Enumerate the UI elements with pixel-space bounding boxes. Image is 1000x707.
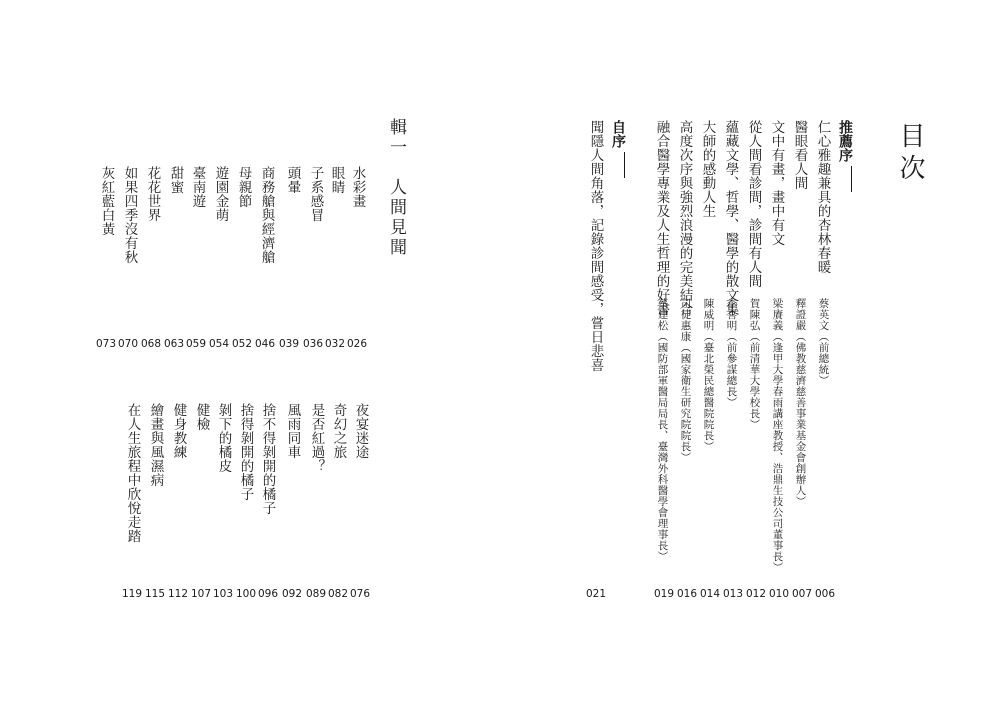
toc-item-title[interactable]: 灰紅藍白黃 — [98, 166, 115, 236]
toc-item-title[interactable]: 捨不得剝開的橘子 — [259, 403, 276, 515]
page-number: 096 — [257, 588, 279, 600]
page-number: 012 — [745, 588, 767, 600]
toc-item-title[interactable]: 水彩畫 — [349, 166, 366, 208]
preface-section-header — [838, 120, 852, 192]
page-number: 092 — [281, 588, 303, 600]
toc-item-title[interactable]: 繪畫與風濕病 — [147, 403, 164, 487]
page-number: 089 — [305, 588, 327, 600]
page-number: 014 — [699, 588, 721, 600]
page-number: 046 — [254, 338, 276, 350]
page-number: 032 — [324, 338, 346, 350]
preface-section-label: 推薦序 — [837, 120, 853, 162]
toc-item-title[interactable]: 頭暈 — [284, 166, 301, 194]
page-number: 039 — [278, 338, 300, 350]
page-number: 026 — [346, 338, 368, 350]
page-number: 010 — [768, 588, 790, 600]
page-number: 019 — [653, 588, 675, 600]
page-number: 100 — [235, 588, 257, 600]
toc-item-author: 釋證嚴（佛教慈濟慈善事業基金會創辦人） — [794, 298, 807, 507]
toc-item-title[interactable]: 大師的感動人生 — [699, 120, 716, 218]
section-rule — [851, 166, 852, 192]
page-number: 115 — [144, 588, 166, 600]
page-title: 目次 — [895, 122, 925, 186]
page-number: 107 — [190, 588, 212, 600]
page-number: 052 — [231, 338, 253, 350]
toc-item-title[interactable]: 夜宴迷途 — [352, 403, 369, 459]
author-preface-label: 自序 — [610, 120, 626, 148]
page-number: 073 — [95, 338, 117, 350]
toc-item-author: 陳威明（臺北榮民總醫院院長） — [702, 298, 715, 452]
page-number: 112 — [167, 588, 189, 600]
page-number: 021 — [585, 588, 607, 600]
toc-item-title[interactable]: 母親節 — [235, 166, 252, 208]
toc-item-author: 蔡英文（前總統） — [817, 298, 830, 386]
author-preface-header — [611, 120, 625, 178]
toc-item-title[interactable]: 剝下的橘皮 — [215, 403, 232, 473]
page-number: 103 — [212, 588, 234, 600]
toc-item-title[interactable]: 花花世界 — [144, 166, 161, 222]
page-number: 054 — [208, 338, 230, 350]
page-number: 006 — [814, 588, 836, 600]
toc-item-author: 李喜明（前參謀總長） — [725, 298, 738, 408]
toc-item-title[interactable]: 如果四季沒有秋 — [121, 166, 138, 264]
toc-item-title[interactable]: 奇幻之旅 — [330, 403, 347, 459]
toc-item-title[interactable]: 健檢 — [193, 403, 210, 431]
toc-item-title[interactable]: 醫眼看人間 — [791, 120, 808, 190]
toc-item-title[interactable]: 捨得剝開的橘子 — [237, 403, 254, 501]
toc-item-title[interactable]: 臺南遊 — [189, 166, 206, 208]
toc-item-title[interactable]: 甜蜜 — [167, 166, 184, 194]
page-number: 007 — [791, 588, 813, 600]
toc-item-title[interactable]: 在人生旅程中欣悅走踏 — [124, 403, 141, 543]
section-rule — [624, 152, 625, 178]
chapter-one-header: 輯一 人間見聞 — [386, 118, 406, 258]
page-number: 119 — [121, 588, 143, 600]
toc-item-title[interactable]: 是否紅過？ — [308, 403, 325, 473]
page-number: 070 — [117, 338, 139, 350]
toc-item-title[interactable]: 聞隱人間角落，記錄診間感受，嘗日悲喜 — [587, 120, 604, 372]
page-number: 036 — [302, 338, 324, 350]
toc-item-title[interactable]: 高度次序與強烈浪漫的完美結合 — [676, 120, 693, 316]
page-number: 013 — [722, 588, 744, 600]
toc-item-author: 梁賡義（逢甲大學春雨講座教授、浩鼎生技公司董事長） — [771, 298, 784, 573]
toc-item-title[interactable]: 文中有畫，畫中有文 — [768, 120, 785, 246]
toc-item-title[interactable]: 眼睛 — [328, 166, 345, 194]
toc-item-author: 賀陳弘（前清華大學校長） — [748, 298, 761, 430]
page-number: 082 — [327, 588, 349, 600]
toc-item-title[interactable]: 蘊藏文學、哲學、醫學的散文集 — [722, 120, 739, 316]
toc-item-title[interactable]: 融合醫學專業及人生哲理的好書 — [653, 120, 670, 316]
toc-item-title[interactable]: 遊園金萌 — [212, 166, 229, 222]
toc-item-title[interactable]: 風雨同車 — [284, 403, 301, 459]
toc-item-title[interactable]: 從人間看診間，診間有人間 — [745, 120, 762, 288]
page-number: 068 — [140, 338, 162, 350]
page-number: 059 — [185, 338, 207, 350]
page-number: 016 — [676, 588, 698, 600]
toc-item-title[interactable]: 健身教練 — [170, 403, 187, 459]
page-number: 076 — [349, 588, 371, 600]
toc-item-title[interactable]: 仁心雅趣兼具的杏林春暖 — [814, 120, 831, 274]
toc-item-author: 蔡建松（國防部軍醫局局長、臺灣外科醫學會理事長） — [656, 298, 669, 562]
toc-item-title[interactable]: 子系感冒 — [307, 166, 324, 222]
page-number: 063 — [163, 338, 185, 350]
toc-item-author: 司徒惠康（國家衛生研究院院長） — [679, 298, 692, 463]
toc-item-title[interactable]: 商務艙與經濟艙 — [258, 166, 275, 264]
